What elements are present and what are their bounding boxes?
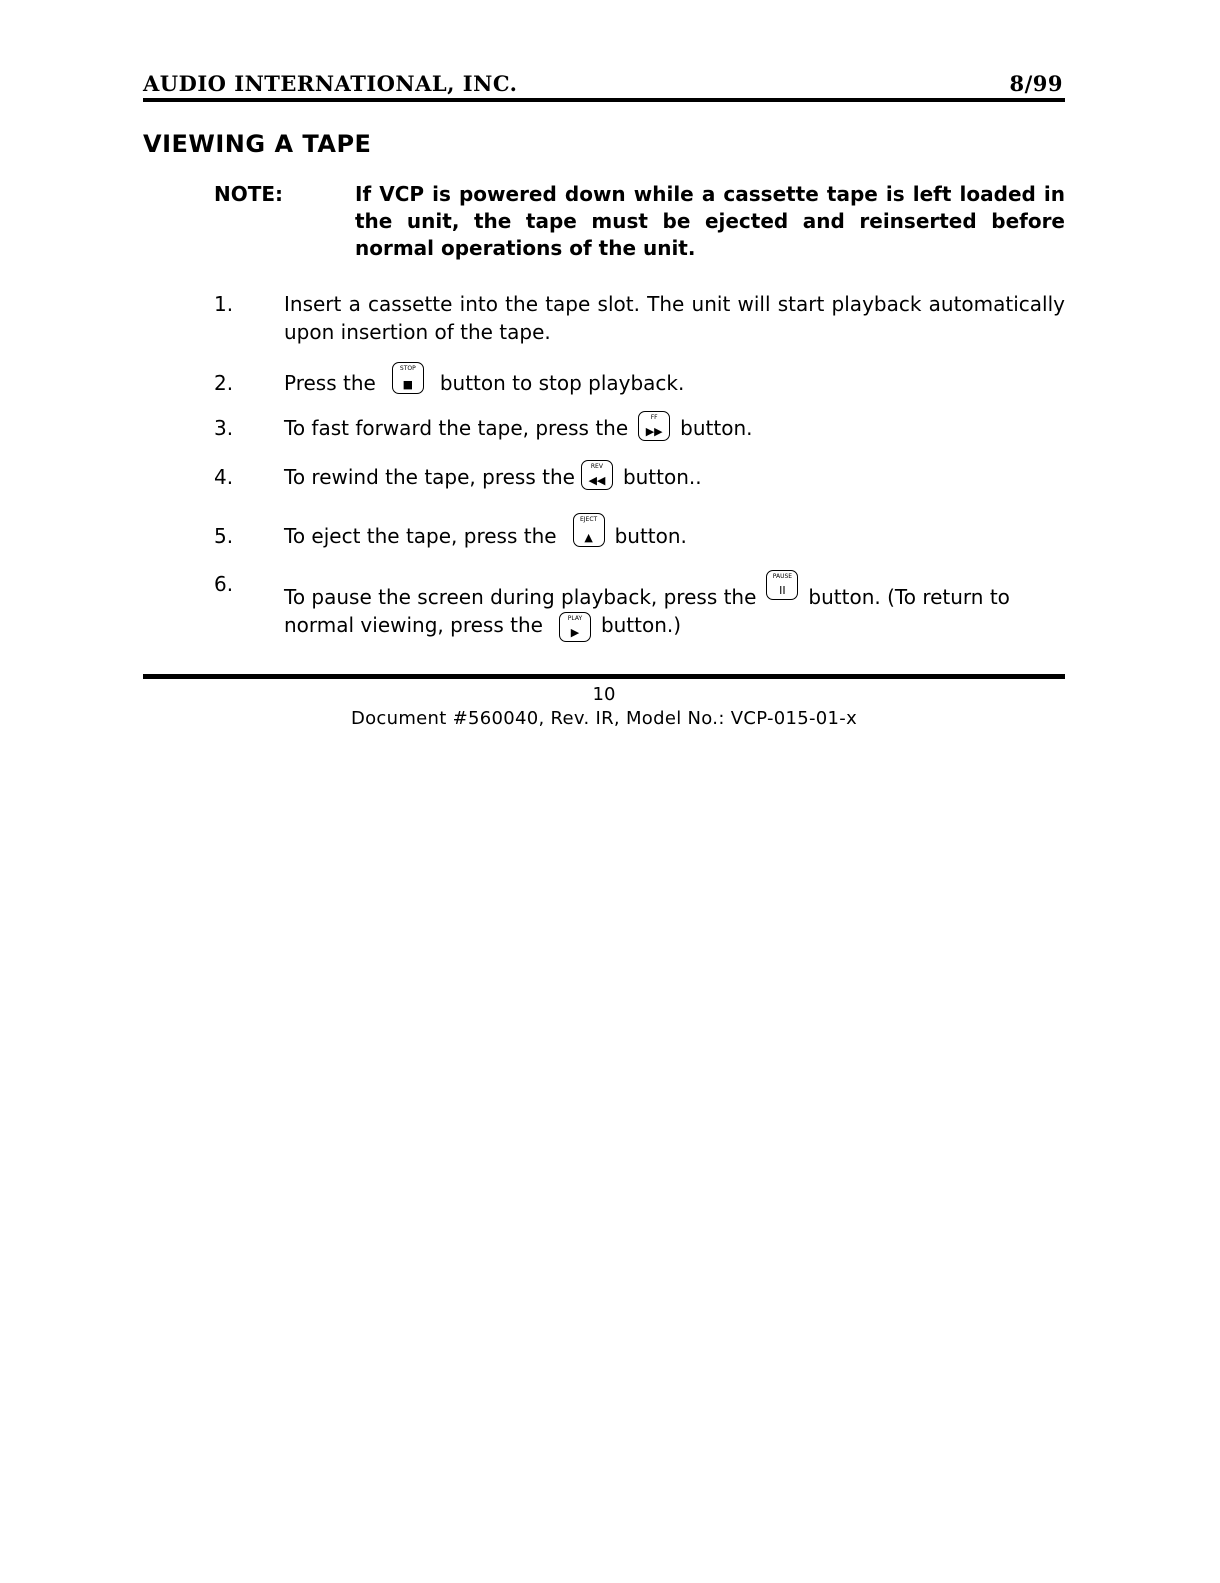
play-icon: PLAY ▶ <box>559 612 591 642</box>
step-number: 6. <box>214 572 234 596</box>
step-text: Insert a cassette into the tape slot. The unit will start playback automatically upon insertion of the tape. <box>284 292 1065 344</box>
document-page <box>143 70 1065 731</box>
company-name: AUDIO INTERNATIONAL, INC. <box>143 71 518 96</box>
stop-icon: STOP ■ <box>392 362 424 394</box>
step-text: To pause the screen during playback, press the <box>284 585 757 609</box>
step-text: button. <box>680 416 753 440</box>
page-number: 10 <box>592 684 616 705</box>
step-1 <box>214 290 1065 346</box>
note-block <box>214 181 1065 262</box>
step-number: 5. <box>214 524 234 548</box>
footer-rule <box>143 674 1065 679</box>
step-2 <box>214 362 1065 397</box>
note-label: NOTE: <box>214 182 284 206</box>
step-text: button.. <box>622 465 702 489</box>
step-4 <box>214 460 1065 491</box>
step-text: To fast forward the tape, press the <box>284 416 629 440</box>
section-title: VIEWING A TAPE <box>143 130 372 158</box>
step-text: Press the <box>284 371 376 395</box>
header-rule <box>143 98 1065 102</box>
document-id: Document #560040, Rev. IR, Model No.: VCP-015-01-x <box>350 708 858 729</box>
note-text: If VCP is powered down while a cassette tape is left loaded in the unit, the tape must be ejected and reinserted before normal operations of the unit. <box>355 182 1065 260</box>
step-text: button to stop playback. <box>439 371 685 395</box>
eject-icon: EJECT ▲ <box>573 513 605 547</box>
step-5 <box>214 513 1065 550</box>
step-text: button.) <box>600 613 682 637</box>
step-text: To rewind the tape, press the <box>284 465 575 489</box>
step-text: To eject the tape, press the <box>284 524 557 548</box>
step-number: 3. <box>214 416 234 440</box>
step-text: button. <box>614 524 687 548</box>
step-text: button. (To return to normal viewing, press the <box>284 585 1010 637</box>
pause-icon: PAUSE II <box>766 570 798 600</box>
step-number: 1. <box>214 292 234 316</box>
step-number: 4. <box>214 465 234 489</box>
rewind-icon: REV ◀◀ <box>581 460 613 490</box>
step-6 <box>214 570 1065 642</box>
fast-forward-icon: FF ▶▶ <box>638 411 670 441</box>
page-header <box>143 70 1065 98</box>
header-date: 8/99 <box>1009 71 1063 96</box>
steps-list <box>214 290 1065 642</box>
step-3 <box>214 411 1065 442</box>
step-number: 2. <box>214 371 234 395</box>
